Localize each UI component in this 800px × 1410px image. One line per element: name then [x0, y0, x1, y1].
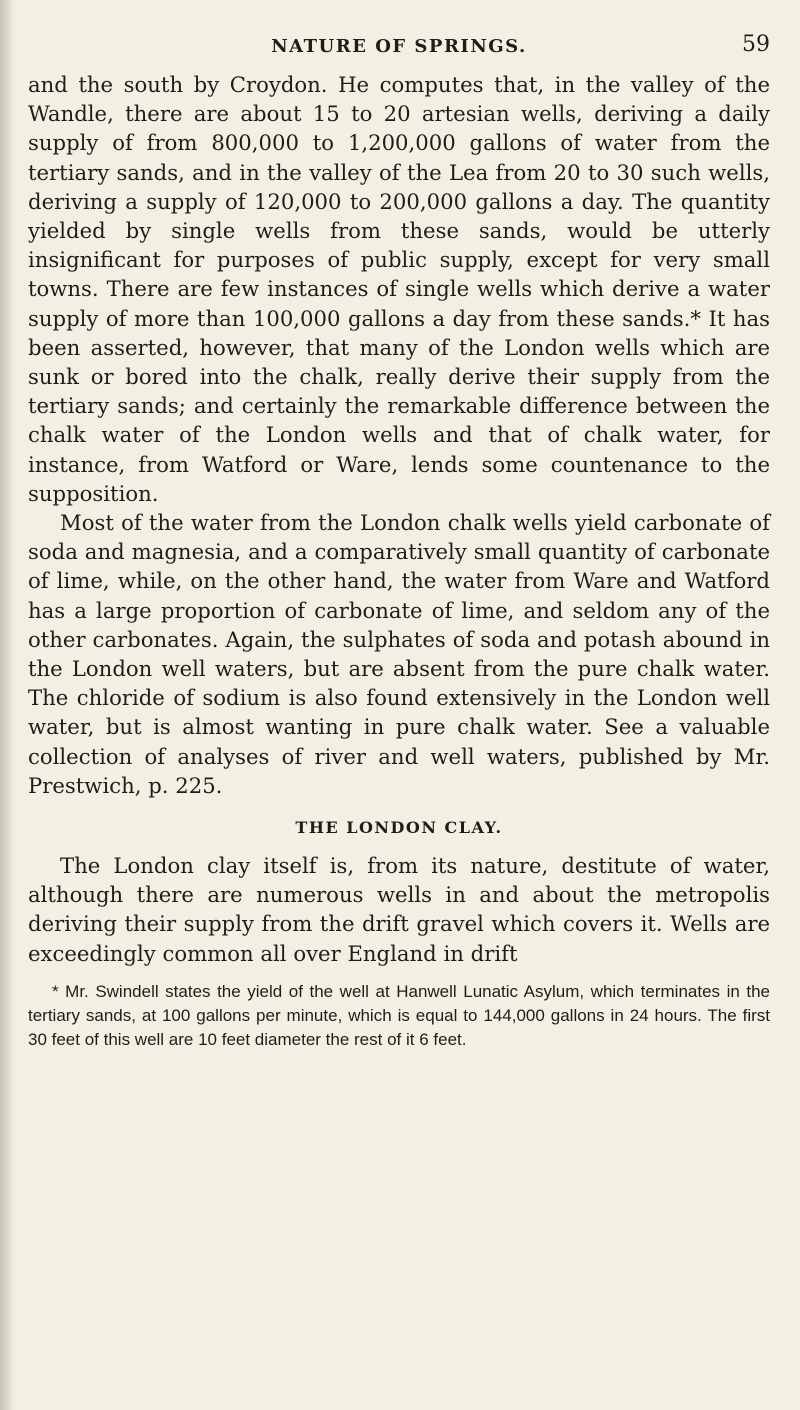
paragraph-london-clay: The London clay itself is, from its nature, destitute of water, although there are numerous wells in and about the metropolis deriving their supply from the drift gravel which covers it. Wells are exceedingly common all over England in drift: [28, 853, 770, 966]
page-number: 59: [742, 32, 770, 57]
section-heading: THE LONDON CLAY.: [295, 818, 503, 838]
section-text: [28, 851, 770, 968]
footnote: * Mr. Swindell states the yield of the well at Hanwell Lunatic Asylum, which terminates in the tertiary sands, at 100 gallons per minute, which is equal to 144,000 gallons in 24 hours. The first 30 feet of this well are 10 feet diameter the rest of it 6 feet.: [28, 981, 770, 1049]
running-head: NATURE OF SPRINGS.: [271, 36, 527, 57]
page-header: [28, 26, 770, 70]
book-page: [28, 26, 770, 1052]
main-text: [28, 70, 770, 800]
paragraph-chalk-wells: Most of the water from the London chalk wells yield carbonate of soda and magnesia, and a comparatively small quantity of carbonate of lime, while, on the other hand, the water from Ware and Watford has a large proportion of carbonate of lime, and seldom any of the other carbonates. Again, the sulphates of soda and potash abound in the London well waters, but are absent from the pure chalk water. The chloride of sodium is also found extensively in the London well water, but is almost wanting in pure chalk water. See a valuable collection of analyses of river and well waters, published by Mr. Prestwich, p. 225.: [28, 510, 770, 798]
page-gutter-shadow: [0, 0, 14, 1410]
paragraph-continuation: and the south by Croydon. He computes that, in the valley of the Wandle, there are about 15 to 20 artesian wells, deriving a daily supply of from 800,000 to 1,200,000 gallons of water from the tertiary sands, and in the valley of the Lea from 20 to 30 such wells, deriving a supply of 120,000 to 200,000 gallons a day. The quantity yielded by single wells from these sands, would be utterly insignificant for purposes of public supply, except for very small towns. There are few instances of single wells which derive a water supply of more than 100,000 gallons a day from these sands.* It has been asserted, however, that many of the London wells which are sunk or bored into the chalk, really derive their supply from the tertiary sands; and certainly the remarkable difference between the chalk water of the London wells and that of chalk water, for instance, from Watford or Ware, lends some countenance to the supposition.: [28, 72, 770, 506]
